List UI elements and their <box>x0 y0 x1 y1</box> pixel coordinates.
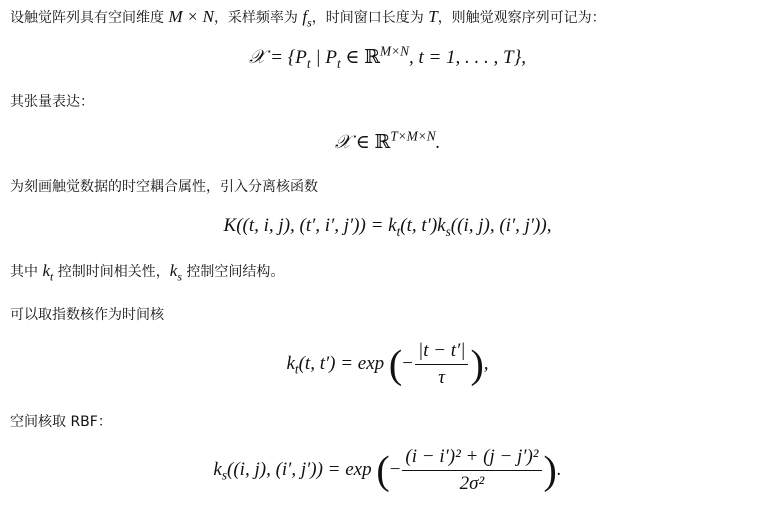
intro-text-c: ，时间窗口长度为 <box>311 10 424 26</box>
intro-text-b: ，采样频率为 <box>213 10 298 26</box>
sampling-rate-symbol: $f_s$ <box>302 7 312 30</box>
temporal-kernel-intro: 可以取指数核作为时间核 <box>10 307 164 323</box>
tensor-heading: 其张量表达： <box>10 94 94 110</box>
dimension-symbol: M × N <box>168 7 214 26</box>
intro-text-a: 设触觉阵列具有空间维度 <box>10 10 164 26</box>
intro-text-d: ，则触觉观察序列可记为： <box>437 10 606 26</box>
intro-paragraph <box>10 7 606 30</box>
spatial-kernel-intro: 空间核取 RBF： <box>10 414 112 430</box>
tensor-equation: 𝒳 ∈ ℝ$^{T\times M\times N}$. <box>334 128 441 153</box>
spatial-kernel-symbol: $k_s$ <box>169 261 182 284</box>
time-window-symbol: T <box>428 7 438 26</box>
kernel-intro-paragraph: 为刻画触觉数据的时空耦合属性，引入分离核函数 <box>10 179 318 195</box>
kernel-explanation-paragraph: 其中 $k_t$ 控制时间相关性，$k_s$ 控制空间结构。 <box>10 261 285 284</box>
observation-sequence-equation: 𝒳 = {$P_t$ | $P_t$ ∈ ℝ$^{M\times N}$, t = 1, . . . , T}, <box>249 43 526 71</box>
temporal-kernel-symbol: $k_t$ <box>42 261 54 284</box>
spatial-kernel-equation: $k_s((i$, j), (i′, j′)) = exp (− $\frac{\text{(i − i′)² + (j − j′)²}}{\text{2σ²}}$ ). <box>213 446 562 494</box>
temporal-kernel-equation: $k_t(t$, t′) = exp (− $\frac{|t - t'|}{\tau}$ ), <box>286 340 489 388</box>
separable-kernel-equation: K((t, i, j), (t′, i′, $j')) = k_t(t$, $t')k_s((i$, j), (i′, j′)), <box>223 215 552 239</box>
